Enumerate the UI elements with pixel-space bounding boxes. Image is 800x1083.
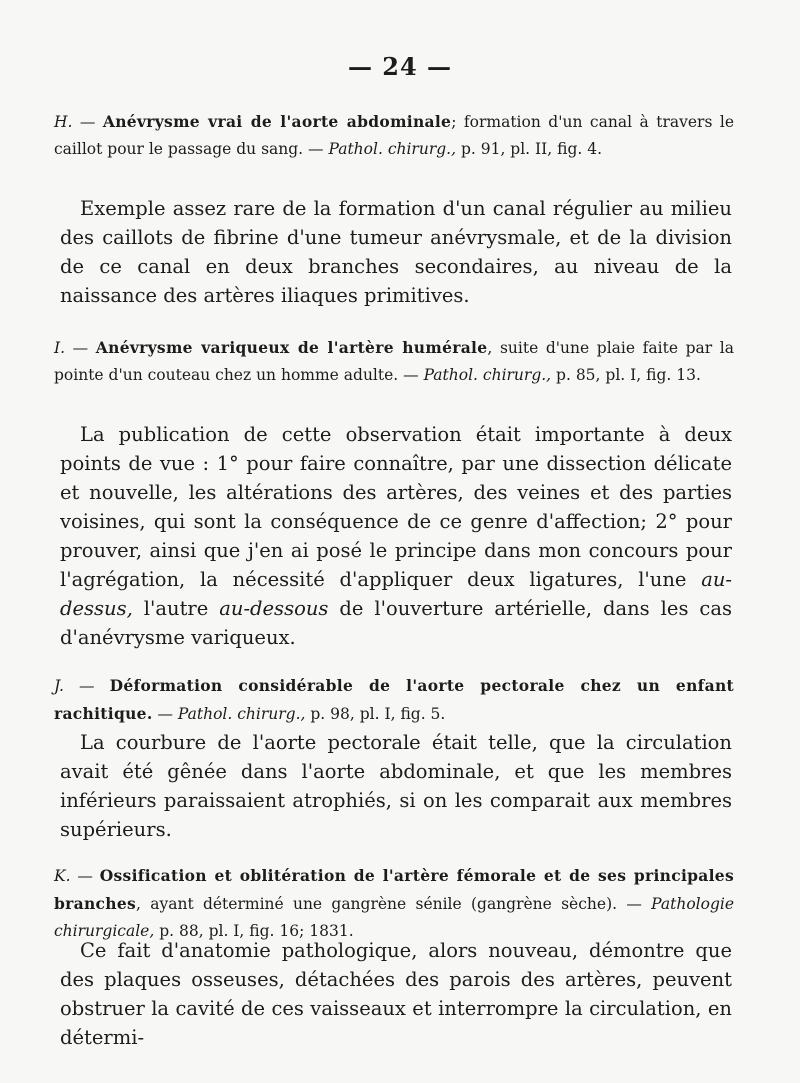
entry-k-heading xyxy=(54,862,734,945)
entry-k-paragraph: Ce fait d'anatomie pathologique, alors nouveau, démontre que des plaques osseuses, détachées des parois des artères, peuvent obstruer la cavité de ces vaisseaux et interrompre la circulation, en détermi- xyxy=(60,939,732,1049)
entry-title: Déformation considérable de l'aorte pectorale chez un enfant rachitique. xyxy=(54,676,734,723)
paragraph-text: de l'ouverture artérielle, dans les cas d'anévrysme variqueux. xyxy=(60,597,732,649)
entry-i-paragraph xyxy=(60,420,732,652)
entry-reference: Pathol. chirurg., xyxy=(423,366,552,384)
emphasis-au-dessus: au-dessus, xyxy=(60,568,732,620)
paragraph-text: La publication de cette observation était importante à deux points de vue : 1° pour faire connaître, par une dissection délicate et nouvelle, les altérations des artères, des veines et des parties voisines, qui sont la conséquence de ce genre d'affection; 2° pour prouver, ainsi que j'en ai posé le principe dans mon concours pour l'agrégation, la nécessité d'appliquer deux ligatures, l'une xyxy=(60,423,732,591)
entry-reference: Pathologie chirurgicale, xyxy=(54,895,734,940)
entry-h-paragraph: Exemple assez rare de la formation d'un canal régulier au milieu des caillots de fibrine d'une tumeur anévrysmale, et de la division de ce canal en deux branches secondaires, au niveau de la naissance des artères iliaques primitives. xyxy=(60,197,732,307)
entry-plate-ref: p. 88, pl. I, fig. 16; 1831. xyxy=(159,922,354,940)
entry-plate-ref: p. 98, pl. I, fig. 5. xyxy=(310,705,446,723)
paragraph-text: l'autre xyxy=(143,597,209,620)
entry-label: H. — xyxy=(54,113,96,131)
entry-description: ; formation d'un canal à travers le caillot pour le passage du sang. — xyxy=(54,113,734,158)
entry-reference: Pathol. chirurg., xyxy=(328,140,457,158)
entry-title: Anévrysme variqueux de l'artère humérale xyxy=(95,338,488,357)
entry-label: I. — xyxy=(54,339,89,357)
entry-j-paragraph: La courbure de l'aorte pectorale était telle, que la circulation avait été gênée dans l'aorte abdominale, et que les membres inférieurs paraissaient atrophiés, si on les comparait aux membres supérieurs. xyxy=(60,731,732,841)
entry-reference: Pathol. chirurg., xyxy=(177,705,306,723)
entry-j-heading xyxy=(54,672,734,728)
entry-plate-ref: p. 91, pl. II, fig. 4. xyxy=(460,140,603,158)
entry-title: Ossification et oblitération de l'artère fémorale et de ses principales branches xyxy=(54,866,734,913)
entry-label: K. — xyxy=(54,867,93,885)
entry-description: — xyxy=(157,705,173,723)
entry-title: Anévrysme vrai de l'aorte abdominale xyxy=(102,112,452,131)
entry-i-heading xyxy=(54,334,734,389)
entry-plate-ref: p. 85, pl. I, fig. 13. xyxy=(556,366,701,384)
page-number: — 24 — xyxy=(347,52,453,81)
entry-h-heading xyxy=(54,108,734,163)
emphasis-au-dessous: au-dessous xyxy=(219,597,329,620)
entry-description: , ayant déterminé une gangrène sénile (gangrène sèche). — xyxy=(136,895,642,913)
entry-description: , suite d'une plaie faite par la pointe d'un couteau chez un homme adulte. — xyxy=(54,339,735,384)
entry-label: J. — xyxy=(54,677,95,695)
